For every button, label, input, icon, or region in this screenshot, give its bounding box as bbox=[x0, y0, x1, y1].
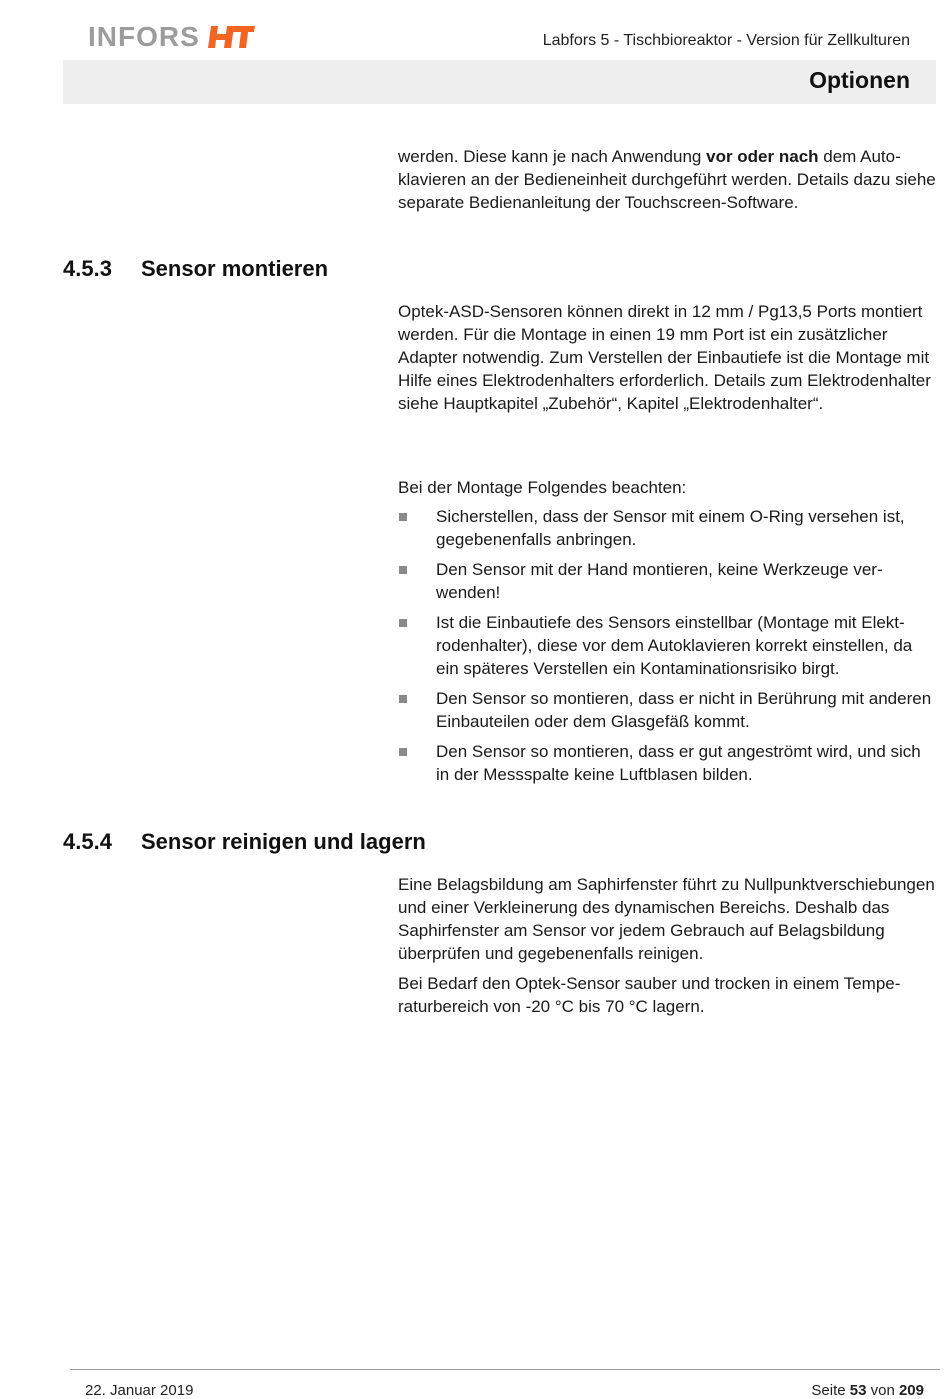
footer-divider bbox=[70, 1369, 940, 1370]
section-454-paragraph-2 bbox=[398, 972, 938, 1018]
list-intro: Bei der Montage Folgendes beachten: bbox=[398, 478, 687, 497]
intro-text-1: werden. Diese kann je nach Anwendung bbox=[398, 147, 707, 166]
intro-bold: vor oder nach bbox=[706, 147, 819, 166]
list-item-text: Den Sensor so montieren, dass er nicht in Berührung mit anderen Einbauteilen oder dem Glasgefäß kommt. bbox=[436, 689, 932, 731]
logo-ht-icon bbox=[208, 24, 256, 50]
paragraph-text: Optek-ASD-Sensoren können direkt in 12 mm / Pg13,5 Ports montiert werden. Für die Montage in einen 19 mm Port ist ein zusätzlicher Adapter notwendig. Zum Verstellen der Einbautiefe ist die Montage mit Hilfe eines Elektrodenhalters erforderlich. Details zum Elektrodenhalter siehe Hauptkapitel „Zubehör“, Kapitel „Elektrodenhalter“. bbox=[398, 302, 931, 413]
section-heading-453 bbox=[63, 256, 328, 282]
list-item bbox=[398, 611, 938, 680]
bullet-list bbox=[398, 505, 938, 786]
list-item-text: Den Sensor mit der Hand montieren, keine Werkzeuge verwenden! bbox=[436, 560, 883, 602]
intro-paragraph bbox=[398, 145, 938, 214]
square-bullet-icon bbox=[399, 695, 407, 703]
footer-date: 22. Januar 2019 bbox=[85, 1382, 194, 1399]
section-454-paragraph-1 bbox=[398, 873, 938, 965]
section-number: 4.5.4 bbox=[63, 829, 112, 854]
list-item bbox=[398, 687, 938, 733]
company-logo bbox=[88, 22, 256, 52]
mounting-notes bbox=[398, 476, 938, 793]
section-number: 4.5.3 bbox=[63, 256, 112, 281]
page-prefix: Seite bbox=[811, 1382, 850, 1399]
intro-text-2: dem Autoklavieren an der Bedieneinheit durchgeführt werden. Details dazu siehe separate Bedienanleitung der Touchscreen-Software. bbox=[398, 147, 936, 212]
list-item-text: Ist die Einbautiefe des Sensors einstellbar (Montage mit Elektrodenhalter), diese vor dem Autoklavieren korrekt einstellen, da ein späteres Verstellen ein Kontaminationsrisiko birgt. bbox=[436, 613, 913, 678]
square-bullet-icon bbox=[399, 619, 407, 627]
page-number bbox=[811, 1382, 924, 1399]
list-item bbox=[398, 558, 938, 604]
list-item bbox=[398, 740, 938, 786]
square-bullet-icon bbox=[399, 748, 407, 756]
logo-wordmark: INFORS bbox=[88, 21, 200, 52]
list-item bbox=[398, 505, 938, 551]
section-title: Sensor montieren bbox=[141, 256, 329, 281]
list-item-text: Sicherstellen, dass der Sensor mit einem O-Ring versehen ist, gegebenenfalls anbringen. bbox=[436, 507, 905, 549]
square-bullet-icon bbox=[399, 513, 407, 521]
list-item-text: Den Sensor so montieren, dass er gut angeströmt wird, und sich in der Messspalte keine Luftblasen bilden. bbox=[436, 742, 921, 784]
page-of: von bbox=[866, 1382, 899, 1399]
page-current: 53 bbox=[849, 1382, 867, 1399]
paragraph-text: Bei Bedarf den Optek-Sensor sauber und trocken in einem Temperaturbereich von -20 °C bis 70 °C lagern. bbox=[398, 974, 901, 1016]
chapter-bar bbox=[63, 60, 936, 104]
document-title: Labfors 5 - Tischbioreaktor - Version für Zellkulturen bbox=[542, 32, 910, 49]
square-bullet-icon bbox=[399, 566, 407, 574]
section-453-paragraph bbox=[398, 300, 938, 415]
paragraph-text: Eine Belagsbildung am Saphirfenster führt zu Nullpunktverschiebungen und einer Verkleinerung des dynamischen Bereichs. Deshalb das Saphirfenster am Sensor vor jedem Gebrauch auf Belagsbildung überprüfen und gegebenenfalls reinigen. bbox=[398, 875, 935, 963]
section-heading-454 bbox=[63, 829, 426, 855]
section-title: Sensor reinigen und lagern bbox=[141, 829, 426, 854]
page-total: 209 bbox=[898, 1382, 924, 1399]
chapter-title: Optionen bbox=[809, 67, 910, 93]
